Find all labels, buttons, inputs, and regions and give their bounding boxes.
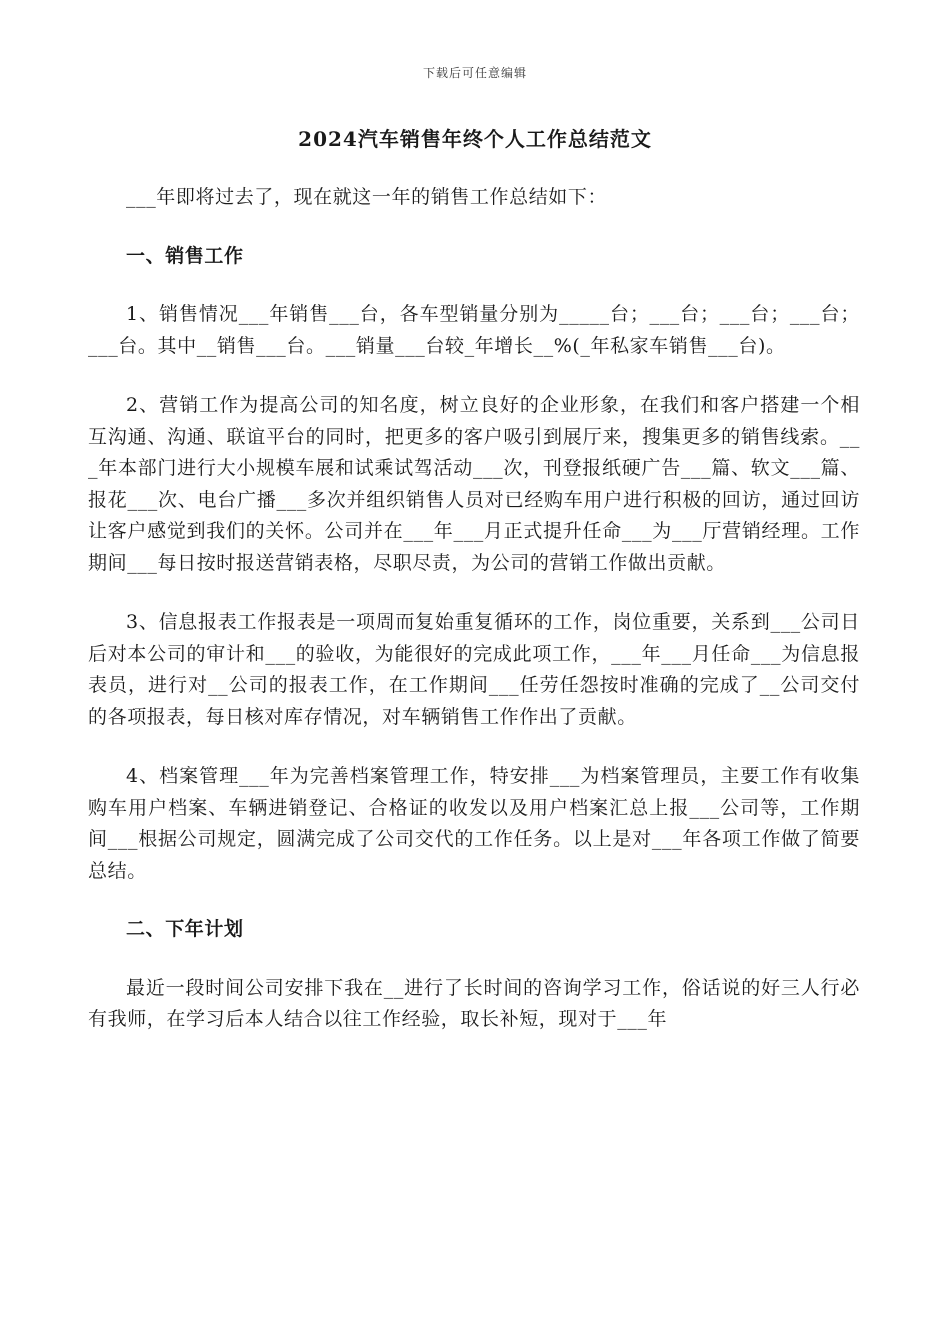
section-heading-plan: 二、下年计划 (126, 918, 244, 940)
plan-paragraph-1: 最近一段时间公司安排下我在__进行了长时间的咨询学习工作，俗话说的好三人行必有我师，在学习后本人结合以往工作经验，取长补短，现对于___年 (88, 976, 860, 1030)
sales-paragraph-4: 4、档案管理___年为完善档案管理工作，特安排___为档案管理员，主要工作有收集购车用户档案、车辆进销登记、合格证的收发以及用户档案汇总上报___公司等，工作期间___根据公司规定，圆满完成了公司交代的工作任务。以上是对___年各项工作做了简要总结。 (88, 765, 860, 882)
sales-paragraph-2: 2、营销工作为提高公司的知名度，树立良好的企业形象，在我们和客户搭建一个相互沟通、沟通、联谊平台的同时，把更多的客户吸引到展厅来，搜集更多的销售线索。___年本部门进行大小规模车展和试乘试驾活动___次，刊登报纸硬广告___篇、软文___篇、报花___次、电台广播___多次并组织销售人员对已经购车用户进行积极的回访，通过回访让客户感觉到我们的关怀。公司并在___年___月正式提升任命___为___厅营销经理。工作期间___每日按时报送营销表格，尽职尽责，为公司的营销工作做出贡献。 (88, 394, 860, 574)
header-note: 下载后可任意编辑 (422, 66, 527, 80)
document-title: 2024汽车销售年终个人工作总结范文 (298, 127, 652, 151)
section-heading-sales: 一、销售工作 (126, 244, 244, 267)
sales-paragraph-3: 3、信息报表工作报表是一项周而复始重复循环的工作，岗位重要，关系到___公司日后对本公司的审计和___的验收，为能很好的完成此项工作，___年___月任命___为信息报表员，进行对__公司的报表工作，在工作期间___任劳任怨按时准确的完成了__公司交付的各项报表，每日核对库存情况，对车辆销售工作作出了贡献。 (88, 611, 860, 728)
document-body (88, 182, 860, 1036)
sales-paragraph-1: 1、销售情况___年销售___台，各车型销量分别为_____台；___台；___台；___台；___台。其中__销售___台。___销量___台较_年增长__%(_年私家车销售___台)。 (88, 303, 860, 357)
intro-paragraph: ___年即将过去了，现在就这一年的销售工作总结如下： (126, 186, 608, 208)
